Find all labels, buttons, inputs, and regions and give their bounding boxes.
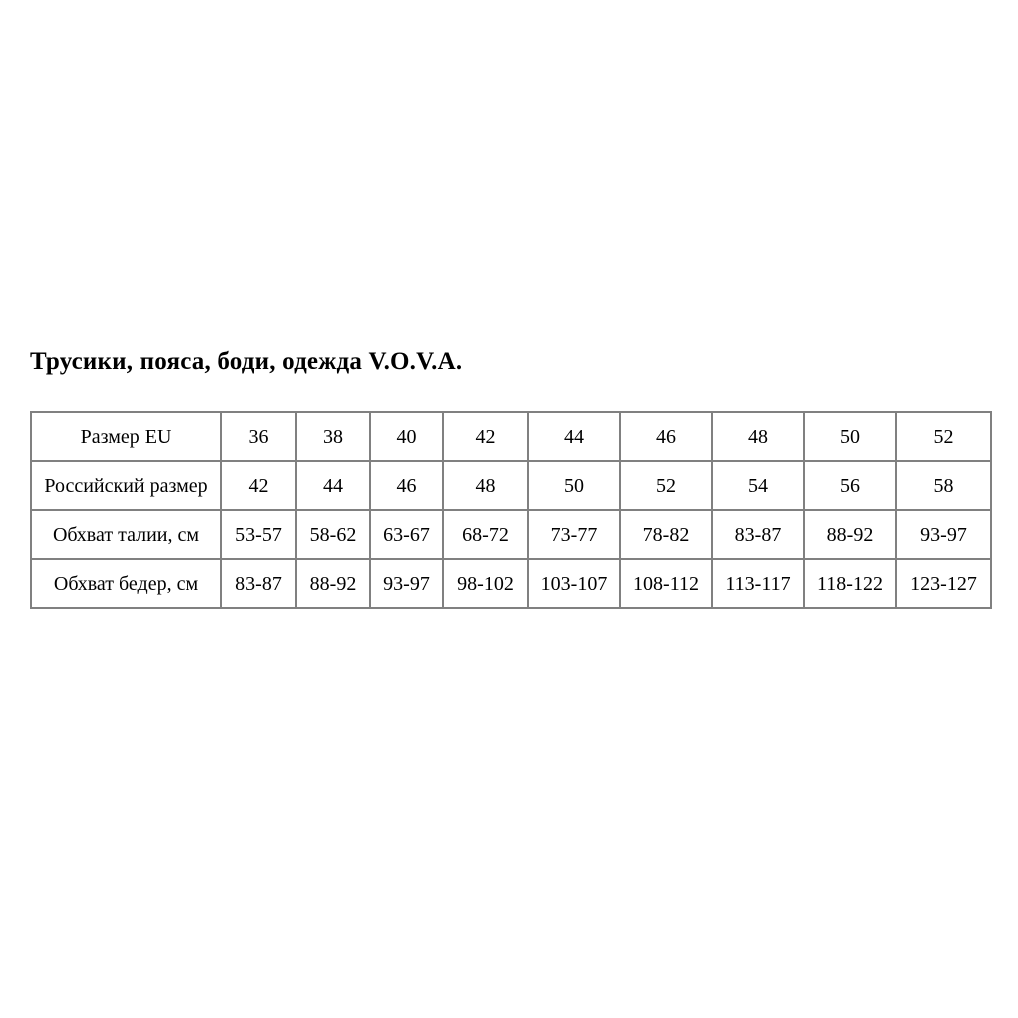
row-label: Размер EU <box>31 412 221 461</box>
size-cell: 73-77 <box>528 510 620 559</box>
size-cell: 50 <box>528 461 620 510</box>
table-row-eu-size <box>31 412 991 461</box>
row-label: Обхват бедер, см <box>31 559 221 608</box>
size-cell: 93-97 <box>896 510 991 559</box>
size-cell: 46 <box>620 412 712 461</box>
size-cell: 123-127 <box>896 559 991 608</box>
size-cell: 56 <box>804 461 896 510</box>
size-cell: 103-107 <box>528 559 620 608</box>
size-cell: 36 <box>221 412 296 461</box>
size-cell: 53-57 <box>221 510 296 559</box>
table-row-hips <box>31 559 991 608</box>
size-cell: 88-92 <box>296 559 370 608</box>
row-label: Российский размер <box>31 461 221 510</box>
size-cell: 50 <box>804 412 896 461</box>
size-cell: 58 <box>896 461 991 510</box>
size-cell: 54 <box>712 461 804 510</box>
size-cell: 118-122 <box>804 559 896 608</box>
size-cell: 113-117 <box>712 559 804 608</box>
size-cell: 63-67 <box>370 510 443 559</box>
table-row-waist <box>31 510 991 559</box>
size-cell: 98-102 <box>443 559 528 608</box>
row-label: Обхват талии, см <box>31 510 221 559</box>
size-cell: 48 <box>712 412 804 461</box>
size-cell: 108-112 <box>620 559 712 608</box>
size-cell: 38 <box>296 412 370 461</box>
size-cell: 88-92 <box>804 510 896 559</box>
size-cell: 48 <box>443 461 528 510</box>
size-cell: 46 <box>370 461 443 510</box>
size-cell: 52 <box>896 412 991 461</box>
size-cell: 40 <box>370 412 443 461</box>
size-cell: 52 <box>620 461 712 510</box>
size-cell: 42 <box>443 412 528 461</box>
page-title: Трусики, пояса, боди, одежда V.O.V.A. <box>30 348 463 375</box>
size-cell: 68-72 <box>443 510 528 559</box>
size-cell: 44 <box>296 461 370 510</box>
size-cell: 44 <box>528 412 620 461</box>
size-cell: 83-87 <box>221 559 296 608</box>
table-row-ru-size <box>31 461 991 510</box>
size-cell: 78-82 <box>620 510 712 559</box>
size-cell: 93-97 <box>370 559 443 608</box>
size-cell: 83-87 <box>712 510 804 559</box>
size-cell: 58-62 <box>296 510 370 559</box>
size-chart-table <box>30 411 992 609</box>
size-cell: 42 <box>221 461 296 510</box>
